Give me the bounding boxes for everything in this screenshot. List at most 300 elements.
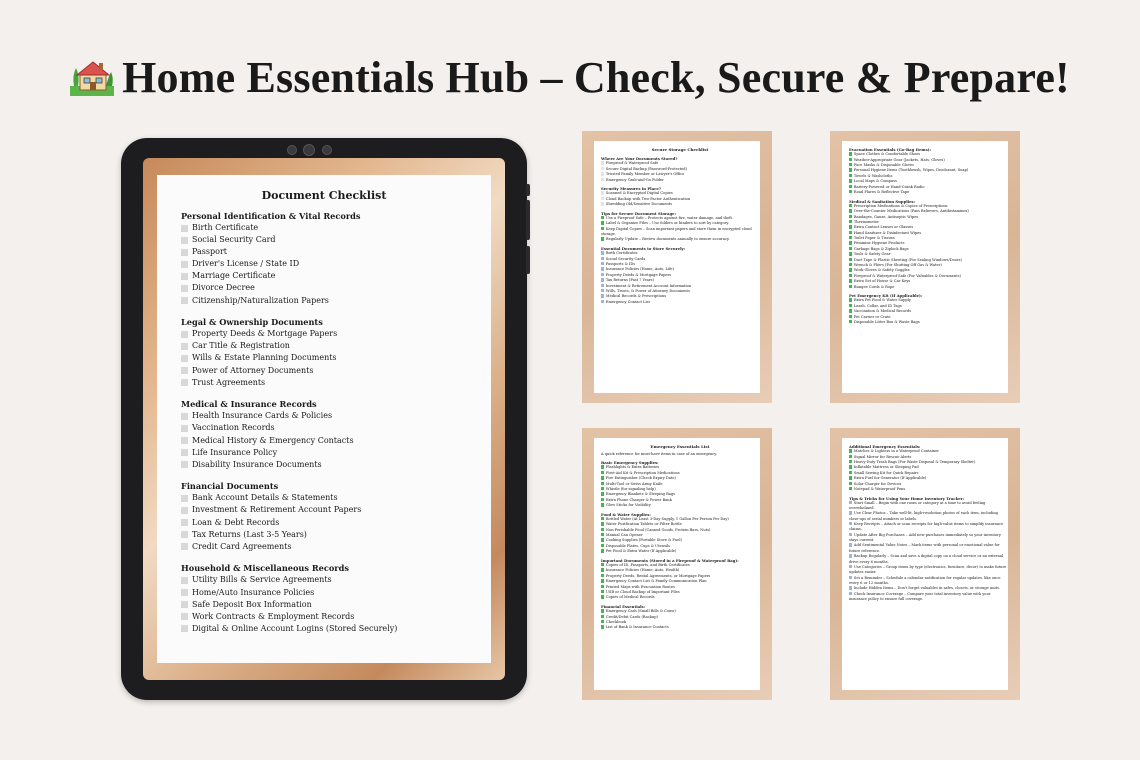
card-list-item-label: Solar Charger for Devices — [853, 481, 902, 486]
checklist-item-label: Divorce Decree — [192, 283, 255, 293]
section-heading: Household & Miscellaneous Records — [181, 563, 349, 574]
check-mark-icon — [849, 268, 852, 271]
card-list-item-label: Feminine Hygiene Products — [853, 241, 905, 246]
card-list-item-label: Secure Digital Backup (Password-Protected) — [605, 166, 688, 171]
checklist-item — [181, 492, 481, 504]
card-list-item-label: Shredding Old/Sensitive Documents — [605, 202, 672, 207]
card-list-item-label: Property Deeds & Mortgage Papers — [605, 272, 672, 277]
checklist-item — [181, 270, 481, 282]
checkbox-icon — [181, 261, 188, 268]
card-title: Emergency Essentials List — [650, 444, 710, 449]
check-mark-icon — [849, 174, 852, 177]
house-with-garden-icon — [70, 56, 114, 96]
checklist-item-label: Social Security Card — [192, 235, 276, 245]
card-list-item-label: Bungee Cords & Rope — [853, 284, 895, 289]
card-list-item-label: Disposable Plates, Cups & Utensils — [605, 543, 670, 548]
checklist-item-label: Passport — [192, 247, 227, 257]
page-headline — [0, 52, 1140, 103]
card-list-item-label: Investment & Retirement Account Information — [605, 283, 692, 288]
card-list-item-label: Keep Receipts – Attach or scan receipts for high-value items to simplify insurance claims. — [849, 522, 1004, 532]
card-list-item-label: Property Deeds, Rental Agreements, or Mortgage Papers — [605, 573, 711, 578]
card-list-item — [601, 503, 759, 508]
bullet-icon — [601, 251, 604, 254]
card-list-item-label: Non-Perishable Food (Canned Goods, Protein Bars, Nuts) — [605, 527, 711, 532]
card-list-item-label: Wrench & Pliers (For Shutting Off Gas & Water) — [853, 263, 942, 268]
checkbox-icon — [181, 273, 188, 280]
card-list-item-label: Start Small – Begin with one room or category at a time to avoid feeling overwhelmed. — [849, 500, 986, 511]
card-list-item-label: Whistle (for signaling help) — [605, 487, 656, 492]
card-list-item — [849, 592, 1007, 603]
check-mark-icon — [601, 237, 604, 240]
card-list-item — [849, 511, 1007, 522]
card-section-heading: Financial Essentials: — [601, 603, 646, 609]
card-list-item-label: Face Masks & Disposable Gloves — [853, 163, 914, 168]
checkbox-icon — [181, 225, 188, 232]
card-list-item-label: Regularly Update – Review documents annually to ensure accuracy. — [605, 237, 730, 242]
checklist-item-label: Investment & Retirement Account Papers — [192, 505, 362, 515]
card-list-item-label: Medical Records & Prescriptions — [605, 294, 667, 299]
card-list-item-label: Social Security Cards — [605, 256, 646, 261]
card-list-item-label: Glow Sticks for Visibility — [605, 503, 651, 508]
check-mark-icon — [601, 487, 604, 490]
tablet-mockup — [121, 138, 527, 700]
checkbox-icon — [181, 531, 188, 538]
card-list-item — [849, 554, 1007, 565]
check-mark-icon — [849, 258, 852, 261]
check-mark-icon — [601, 221, 604, 224]
card-evacuation-essentials — [830, 131, 1020, 403]
checklist-item-label: Digital & Online Account Logins (Stored Securely) — [192, 623, 398, 633]
card-list-item-label: Water Purification Tablets or Filter Bottle — [605, 522, 682, 527]
check-mark-icon — [849, 304, 852, 307]
check-mark-icon — [601, 544, 604, 547]
checkbox-icon — [181, 449, 188, 456]
card-list-item — [849, 533, 1007, 544]
check-mark-icon — [601, 482, 604, 485]
checklist-item — [181, 599, 481, 611]
check-mark-icon — [849, 225, 852, 228]
card-list-item-label: Prescription Medications & Copies of Prescriptions — [853, 203, 948, 208]
card-page — [842, 141, 1008, 393]
card-list-item-label: Cloud Backup with Two-Factor Authentication — [605, 196, 691, 201]
card-list-item — [849, 576, 1007, 587]
check-mark-icon — [601, 620, 604, 623]
checkbox-icon — [601, 161, 604, 164]
checklist-item-label: Citizenship/Naturalization Papers — [192, 295, 329, 305]
checkbox-icon — [181, 297, 188, 304]
section-heading: Personal Identification & Vital Records — [181, 211, 361, 221]
checklist-item-label: Marriage Certificate — [192, 271, 276, 281]
checklist-item — [181, 282, 481, 294]
card-list-item-label: Work Gloves & Safety Goggles — [853, 268, 910, 273]
check-mark-icon — [601, 549, 604, 552]
card-list-item-label: Use Clear Photos – Take well-lit, high-resolution photos of each item, including close-ups of serial numbers or labels. — [849, 511, 998, 521]
tablet-screen — [143, 158, 505, 680]
card-section-heading: Additional Emergency Essentials: — [849, 444, 921, 449]
bullet-icon — [601, 300, 604, 303]
card-list-item-label: List of Bank & Insurance Contacts — [605, 625, 669, 630]
checklist-item-label: Power of Attorney Documents — [192, 365, 314, 375]
card-list-item-label: Set a Reminder – Schedule a calendar notification for regular updates, like once every 6 or 12 months. — [849, 575, 1001, 585]
card-list-item-label: Include Hidden Items – Don't forget valuables in safes, closets, or storage units. — [853, 586, 1001, 591]
card-list-item — [601, 237, 759, 242]
checklist-item — [181, 295, 481, 307]
checklist-item-label: Property Deeds & Mortgage Papers — [192, 329, 338, 339]
checkbox-icon — [181, 543, 188, 550]
check-mark-icon — [849, 476, 852, 479]
card-list-item-label: Use a Fireproof Safe – Protects against fire, water damage, and theft. — [605, 216, 734, 220]
card-list-item-label: Add Sentimental Value Notes – Mark items with personal or emotional value for future reference. — [849, 543, 1000, 553]
card-list-item-label: Signal Mirror for Rescue Alerts — [853, 454, 912, 459]
card-list-item-label: Emergency Contact List — [605, 299, 650, 304]
checklist-item-label: Life Insurance Policy — [192, 447, 278, 457]
check-mark-icon — [849, 274, 852, 277]
check-mark-icon — [849, 179, 852, 182]
check-mark-icon — [849, 465, 852, 468]
bullet-icon — [849, 586, 852, 589]
card-list-item-label: Small Sewing Kit for Quick Repairs — [853, 470, 919, 475]
check-mark-icon — [601, 517, 604, 520]
card-list-item-label: Hand Sanitizer & Disinfectant Wipes — [853, 230, 922, 235]
checkbox-icon — [181, 589, 188, 596]
side-button — [526, 184, 530, 196]
card-list-item-label: Update After Big Purchases – Add new purchases immediately so your inventory stays current. — [849, 532, 1001, 543]
checkbox-icon — [181, 601, 188, 608]
card-list-item-label: Battery-Powered or Hand-Crank Radio — [853, 184, 925, 189]
card-list-item-label: Scanned & Encrypted Digital Copies — [605, 191, 673, 196]
checkbox-icon — [601, 191, 604, 194]
checkbox-icon — [181, 367, 188, 374]
card-list-item-label: Road Flares & Reflective Tape — [853, 190, 910, 195]
card-section-heading: Basic Emergency Supplies: — [601, 460, 659, 466]
card-list-item-label: Extra Pet Food & Water Supply — [853, 298, 911, 303]
checklist-item-label: Vaccination Records — [192, 423, 275, 433]
card-list-item-label: USB or Cloud Backup of Important Files — [605, 590, 680, 595]
checklist-item-label: Utility Bills & Service Agreements — [192, 575, 332, 585]
check-mark-icon — [601, 615, 604, 618]
card-list-item-label: Local Maps & Compass — [853, 179, 897, 184]
checkbox-icon — [181, 249, 188, 256]
checklist-item-label: Birth Certificate — [192, 223, 259, 232]
checkbox-icon — [181, 379, 188, 386]
card-list-item-label: Copies of ID, Passports, and Birth Certificates — [605, 563, 690, 568]
card-list-item-label: Over-the-Counter Medications (Pain Relievers, Antihistamines) — [853, 209, 969, 214]
checklist-item-label: Disability Insurance Documents — [192, 459, 322, 469]
check-mark-icon — [849, 263, 852, 266]
card-list-item-label: Bandages, Gauze, Antiseptic Wipes — [853, 214, 919, 219]
checklist-item — [181, 377, 481, 389]
checklist-item — [181, 340, 481, 352]
card-section-heading: Tips for Secure Document Storage: — [601, 210, 676, 216]
check-mark-icon — [849, 241, 852, 244]
card-list-item-label: Wills, Trusts, & Power of Attorney Documents — [605, 288, 690, 293]
checklist-item-label: Driver's License / State ID — [192, 259, 300, 269]
card-list-item-label: Emergency Cash (Small Bills & Coins) — [605, 609, 676, 614]
card-list-item — [601, 595, 759, 600]
checkbox-icon — [181, 425, 188, 432]
card-list-item — [849, 501, 1007, 512]
bullet-icon — [849, 533, 852, 536]
card-list-item-label: Tax Returns (Past 7 Years) — [605, 278, 654, 283]
card-list-item — [849, 190, 1007, 195]
check-mark-icon — [601, 227, 604, 230]
card-section-heading: Food & Water Supplies: — [601, 511, 651, 517]
card-list-item-label: Bottled Water (At Least 3-Day Supply, 1 Gallon Per Person Per Day) — [605, 517, 729, 521]
checklist-item — [181, 447, 481, 459]
volume-up-button — [526, 200, 530, 240]
check-mark-icon — [849, 471, 852, 474]
card-list-item — [849, 487, 1007, 492]
checklist-item — [181, 623, 481, 635]
checklist-item-label: Work Contracts & Employment Records — [192, 611, 355, 621]
card-list-item — [849, 522, 1007, 533]
checklist-item — [181, 517, 481, 529]
card-list-item-label: Pet Carrier or Crate — [853, 314, 891, 319]
card-list-item-label: First-Aid Kit & Prescription Medications — [605, 470, 680, 475]
check-mark-icon — [849, 190, 852, 193]
card-list-item-label: Disposable Litter Box & Waste Bags — [853, 320, 920, 325]
check-mark-icon — [849, 285, 852, 288]
checkbox-icon — [601, 178, 604, 181]
check-mark-icon — [601, 528, 604, 531]
checkbox-icon — [601, 197, 604, 200]
check-mark-icon — [849, 309, 852, 312]
bullet-icon — [601, 294, 604, 297]
checklist-item — [181, 410, 481, 422]
checklist-item — [181, 541, 481, 553]
checkbox-icon — [181, 355, 188, 362]
check-mark-icon — [849, 204, 852, 207]
card-section-heading: Security Measures in Place? — [601, 186, 662, 192]
card-list-item — [601, 549, 759, 554]
check-mark-icon — [601, 625, 604, 628]
card-list-item-label: Emergency Contact List & Family Communication Plan — [605, 579, 707, 584]
checklist-item-label: Credit Card Agreements — [192, 541, 292, 551]
card-list-item-label: Duct Tape & Plastic Sheeting (For Sealing Windows/Doors) — [853, 257, 962, 262]
card-list-item-label: Toilet Paper & Tissues — [853, 236, 895, 241]
card-list-item-label: Weather-Appropriate Gear (Jackets, Hats, Gloves) — [853, 157, 945, 162]
check-mark-icon — [601, 503, 604, 506]
check-mark-icon — [601, 563, 604, 566]
card-list-item-label: Tools & Safety Gear: — [853, 252, 892, 257]
card-list-item-label: Notepad & Waterproof Pens — [853, 487, 906, 492]
checklist-item-label: Tax Returns (Last 3-5 Years) — [192, 529, 307, 539]
check-mark-icon — [849, 460, 852, 463]
card-list-item-label: Fire Extinguisher (Check Expiry Date) — [605, 476, 676, 481]
card-list-item-label: Garbage Bags & Ziplock Bags — [853, 246, 909, 251]
check-mark-icon — [601, 590, 604, 593]
check-mark-icon — [601, 585, 604, 588]
camera-lens — [303, 144, 315, 156]
check-mark-icon — [849, 279, 852, 282]
checklist-item — [181, 422, 481, 434]
check-mark-icon — [601, 476, 604, 479]
bullet-icon — [601, 273, 604, 276]
checklist-item-label: Car Title & Registration — [192, 341, 290, 351]
card-list-item-label: Passports & IDs — [605, 262, 636, 267]
checklist-item — [181, 587, 481, 599]
checkbox-icon — [181, 507, 188, 514]
checklist-body — [181, 210, 481, 635]
check-mark-icon — [601, 533, 604, 536]
checkbox-icon — [181, 285, 188, 292]
card-list-item-label: Keep Digital Copies – Scan important papers and store them in encrypted cloud storage. — [601, 226, 752, 237]
check-mark-icon — [601, 522, 604, 525]
card-list-item-label: Trusted Family Member or Lawyer's Office — [605, 172, 685, 177]
card-list-item-label: Vaccination & Medical Records — [853, 309, 912, 314]
bullet-icon — [601, 257, 604, 260]
card-list-item — [849, 543, 1007, 554]
card-list-item-label: Manual Can Opener — [605, 533, 643, 538]
card-list-item-label: Emergency Grab-and-Go Folder — [605, 177, 664, 182]
card-list-item — [601, 227, 759, 238]
card-list-item-label: Insurance Policies (Home, Auto, Health) — [605, 568, 680, 573]
card-section-heading: Essential Documents to Store Securely: — [601, 245, 686, 251]
check-mark-icon — [601, 579, 604, 582]
checklist-item — [181, 234, 481, 246]
bullet-icon — [849, 576, 852, 579]
camera-dot — [322, 145, 332, 155]
checklist-item — [181, 222, 481, 234]
bullet-icon — [601, 267, 604, 270]
checklist-item — [181, 352, 481, 364]
card-list-item-label: Copies of Medical Records — [605, 595, 655, 600]
card-list-item-label: Matches & Lighters in a Waterproof Container — [853, 449, 940, 454]
card-list-item — [601, 202, 759, 207]
card-list-item — [601, 625, 759, 630]
card-list-item — [849, 565, 1007, 576]
check-mark-icon — [601, 492, 604, 495]
checklist-item-label: Loan & Debt Records — [192, 517, 280, 527]
check-mark-icon — [849, 215, 852, 218]
checkbox-icon — [181, 437, 188, 444]
check-mark-icon — [601, 595, 604, 598]
bullet-icon — [849, 565, 852, 568]
bullet-icon — [601, 278, 604, 281]
bullet-icon — [849, 592, 852, 595]
checkbox-icon — [181, 625, 188, 632]
card-list-item-label: Label & Organize Files – Use folders or binders to sort by category. — [605, 221, 730, 226]
checkbox-icon — [181, 343, 188, 350]
checkbox-icon — [181, 461, 188, 468]
checkbox-icon — [181, 495, 188, 502]
check-mark-icon — [849, 168, 852, 171]
document-title: Document Checklist — [261, 189, 387, 202]
checklist-item-label: Home/Auto Insurance Policies — [192, 587, 315, 597]
bullet-icon — [601, 284, 604, 287]
card-page — [842, 438, 1008, 690]
card-list-item-label: Checkbook — [605, 620, 627, 625]
checklist-item — [181, 611, 481, 623]
card-list-item-label: Leash, Collar, and ID Tags — [853, 303, 902, 308]
card-list-item-label: Cooking Supplies (Portable Stove & Fuel) — [605, 538, 682, 543]
card-list-item-label: Emergency Blankets & Sleeping Bags — [605, 492, 676, 497]
card-list-item — [601, 178, 759, 183]
bullet-icon — [601, 289, 604, 292]
check-mark-icon — [849, 320, 852, 323]
card-list-item-label: Inflatable Mattress or Sleeping Pad — [853, 465, 919, 470]
card-section-heading: Evacuation Essentials (Go-Bag Items): — [849, 147, 931, 152]
bullet-icon — [849, 554, 852, 557]
card-section-heading: Pet Emergency Kit (If Applicable): — [849, 293, 923, 299]
check-mark-icon — [849, 315, 852, 318]
check-mark-icon — [601, 498, 604, 501]
bullet-icon — [601, 262, 604, 265]
section-heading: Legal & Ownership Documents — [181, 317, 323, 328]
check-mark-icon — [849, 209, 852, 212]
checklist-item — [181, 504, 481, 516]
card-list-item-label: Birth Certificates — [605, 251, 638, 256]
section-heading: Financial Documents — [181, 481, 279, 492]
checklist-item-label: Medical History & Emergency Contacts — [192, 435, 354, 445]
camera-dot — [287, 145, 297, 155]
check-mark-icon — [849, 487, 852, 490]
checklist-item — [181, 365, 481, 377]
bullet-icon — [849, 543, 852, 546]
check-mark-icon — [601, 465, 604, 468]
checkbox-icon — [181, 237, 188, 244]
checkbox-icon — [181, 331, 188, 338]
card-list-item-label: Space Clothes & Comfortable Shoes — [853, 152, 921, 157]
checklist-item — [181, 258, 481, 270]
card-list-item-label: Insurance Policies (Home, Auto, Life) — [605, 267, 674, 272]
card-list-item-label: Flashlights & Extra Batteries — [605, 465, 660, 470]
card-list-item-label: Credit/Debit Cards (Backup) — [605, 614, 658, 619]
card-section-heading: Tips & Tricks for Using Your Home Inventory Tracker: — [849, 495, 965, 501]
checklist-item — [181, 246, 481, 258]
card-list-item-label: Check Insurance Coverage – Compare your total inventory value with your insurance policy to ensure full coverage. — [849, 591, 991, 601]
volume-down-button — [526, 246, 530, 274]
check-mark-icon — [849, 247, 852, 250]
card-list-item-label: Extra Phone Charger & Power Bank — [605, 497, 672, 502]
document-checklist-page — [157, 175, 491, 663]
check-mark-icon — [849, 163, 852, 166]
card-additional-essentials — [830, 428, 1020, 700]
checkbox-icon — [601, 172, 604, 175]
check-mark-icon — [849, 455, 852, 458]
checkbox-icon — [181, 413, 188, 420]
card-intro: A quick reference for must-have items in case of an emergency. — [601, 452, 717, 456]
card-list-item-label: Extra Fuel for Generator (If Applicable) — [853, 476, 927, 481]
check-mark-icon — [849, 252, 852, 255]
checkbox-icon — [601, 167, 604, 170]
card-list-item-label: Thermometer — [853, 219, 879, 224]
card-list-item-label: Pet Food & Extra Water (If Applicable) — [605, 549, 677, 554]
check-mark-icon — [601, 471, 604, 474]
card-list-item-label: Use Categories – Group items by type (electronics, furniture, decor) to make future updates easier. — [849, 564, 1007, 575]
card-list-item-label: Fireproof & Waterproof Safe — [605, 161, 659, 166]
card-list-item — [601, 300, 759, 305]
card-list-item-label: Multi-Tool or Swiss Army Knife — [605, 481, 663, 486]
card-page — [594, 141, 760, 393]
card-list-item-label: Extra Contact Lenses or Glasses — [853, 225, 914, 230]
check-mark-icon — [849, 298, 852, 301]
checkbox-icon — [181, 519, 188, 526]
card-list-item-label: Personal Hygiene Items (Toothbrush, Wipes, Deodorant, Soap) — [853, 168, 969, 173]
checklist-item — [181, 328, 481, 340]
checklist-item — [181, 574, 481, 586]
checklist-item — [181, 435, 481, 447]
bullet-icon — [849, 501, 852, 504]
check-mark-icon — [601, 568, 604, 571]
card-list-item-label: Printed Maps with Evacuation Routes — [605, 584, 675, 589]
check-mark-icon — [849, 236, 852, 239]
checklist-item-label: Bank Account Details & Statements — [192, 493, 338, 503]
check-mark-icon — [601, 216, 604, 219]
card-title: Secure Storage Checklist — [651, 147, 709, 152]
checklist-item-label: Safe Deposit Box Information — [192, 599, 312, 609]
check-mark-icon — [849, 449, 852, 452]
